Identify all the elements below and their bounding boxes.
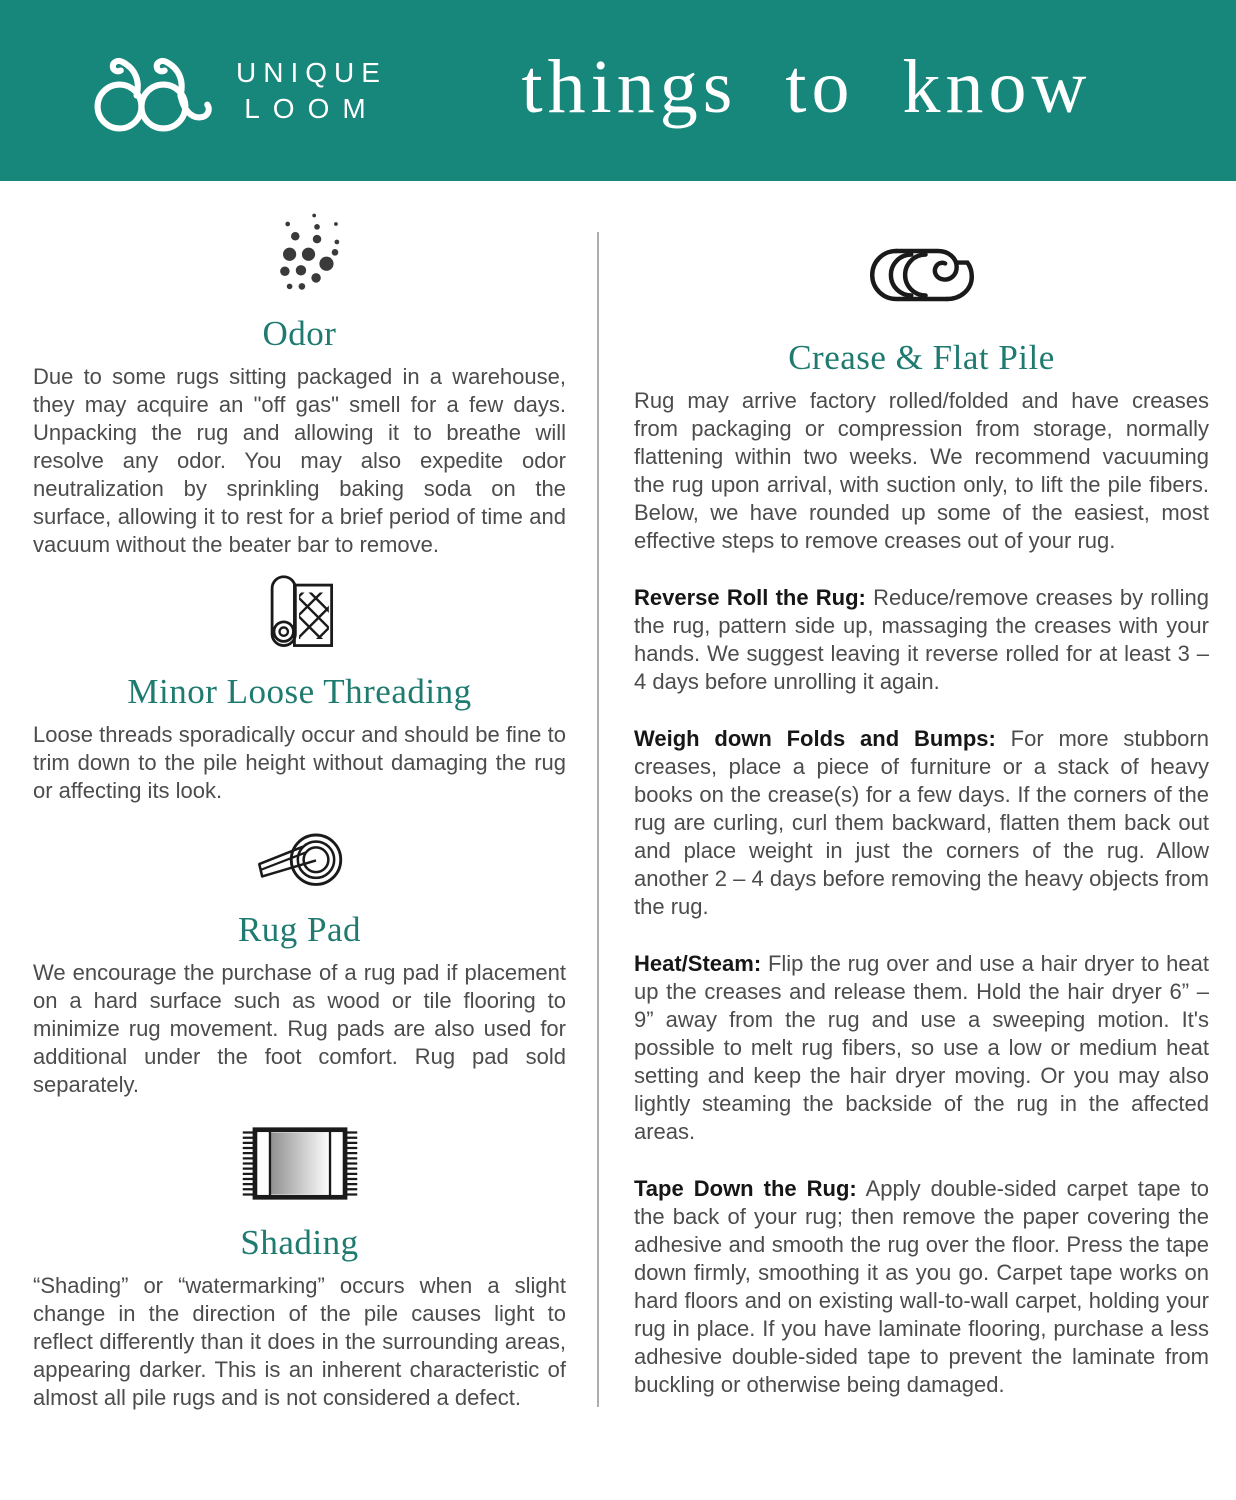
left-column [33,181,566,1412]
tip-weigh-down [634,725,1209,921]
column-divider [597,232,599,1407]
tip-reverse-roll [634,584,1209,696]
brand-line2: LOOM [244,92,379,124]
brand-line1: UNIQUE [236,56,387,88]
section-odor [33,205,566,559]
tape-roll-icon [33,827,566,891]
header [0,0,1236,181]
tip-text: For more stubborn creases, place a piece of furniture or a stack of heavy books on the crease(s) for a few days. If the corners of the rug are curling, curl them backward, flatten them back out and place weight in just the corners of the rug. Allow another 2 – 4 days before removing the heavy objects from the rug. [634,726,1209,919]
page-title: things to know [521,45,1092,129]
tip-label: Weigh down Folds and Bumps: [634,726,996,751]
tip-text: Reduce/remove creases by rolling the rug, pattern side up, massaging the creases with your hands. We suggest leaving it reverse rolled for at least 3 – 4 days before unrolling it again. [634,585,1209,694]
section-rug-pad [33,827,566,1099]
unique-loom-logo-icon [86,48,214,140]
tip-label: Reverse Roll the Rug: [634,585,866,610]
section-shading [33,1125,566,1412]
tip-heat-steam [634,950,1209,1146]
section-heading-threading: Minor Loose Threading [127,672,472,711]
section-body-odor: Due to some rugs sitting packaged in a warehouse, they may acquire an "off gas" smell for a few days. Unpacking the rug and allowing it to breathe will resolve any odor. You may also expedite odor neutralization by sprinkling baking soda on the surface, allowing it to rest for a brief period of time and vacuum without the beater bar to remove. [33,364,566,557]
section-heading-shading: Shading [240,1223,359,1262]
section-heading-rug-pad: Rug Pad [237,910,362,949]
section-threading [33,573,566,805]
rolled-rug-crosshatch-icon [33,573,566,653]
content [0,181,1236,1412]
rolled-rug-spiral-icon [634,243,1209,307]
rug-fringe-icon [33,1125,566,1202]
tip-tape-down [634,1175,1209,1399]
tip-text: Apply double-sided carpet tape to the back of your rug; then remove the paper covering the adhesive and smooth the rug over the floor. Press the tape down firmly, smoothing it as you go. Carpet tape works on hard floors and on existing wall-to-wall carpet, holding your rug in place. If you have laminate flooring, purchase a less adhesive double-sided tape to prevent the laminate from buckling or otherwise being damaged. [634,1176,1209,1397]
section-body-rug-pad: We encourage the purchase of a rug pad if placement on a hard surface such as wood or tile flooring to minimize rug movement. Rug pads are also used for additional under the foot comfort. Rug pad sold separately. [33,960,566,1097]
section-crease [634,243,1209,1399]
brand-logo [86,42,387,140]
section-heading-crease: Crease & Flat Pile [788,338,1055,377]
brand-name [236,55,387,127]
odor-dots-icon [33,205,566,295]
tip-label: Tape Down the Rug: [634,1176,857,1201]
tip-text: Flip the rug over and use a hair dryer to heat up the creases and release them. Hold the hair dryer 6” – 9” away from the rug and use a sweeping motion. It's possible to melt rug fibers, so use a low or medium heat setting and keep the hair dryer moving. Or you may also lightly steaming the backside of the rug in the affected areas. [634,951,1209,1144]
tip-label: Heat/Steam: [634,951,762,976]
section-intro-crease: Rug may arrive factory rolled/folded and have creases from packaging or compression from storage, normally flattening within two weeks. We recommend vacuuming the rug upon arrival, with suction only, to lift the pile fibers. Below, we have rounded up some of the easiest, most effective steps to remove creases out of your rug. [634,388,1209,553]
section-body-shading: “Shading” or “watermarking” occurs when a slight change in the direction of the pile causes light to reflect differently than it does in the surrounding areas, appearing darker. This is an inherent characteristic of almost all pile rugs and is not considered a defect. [33,1273,566,1410]
right-column [634,181,1209,1412]
section-heading-odor: Odor [262,314,337,353]
section-body-threading: Loose threads sporadically occur and should be fine to trim down to the pile height without damaging the rug or affecting its look. [33,722,566,803]
